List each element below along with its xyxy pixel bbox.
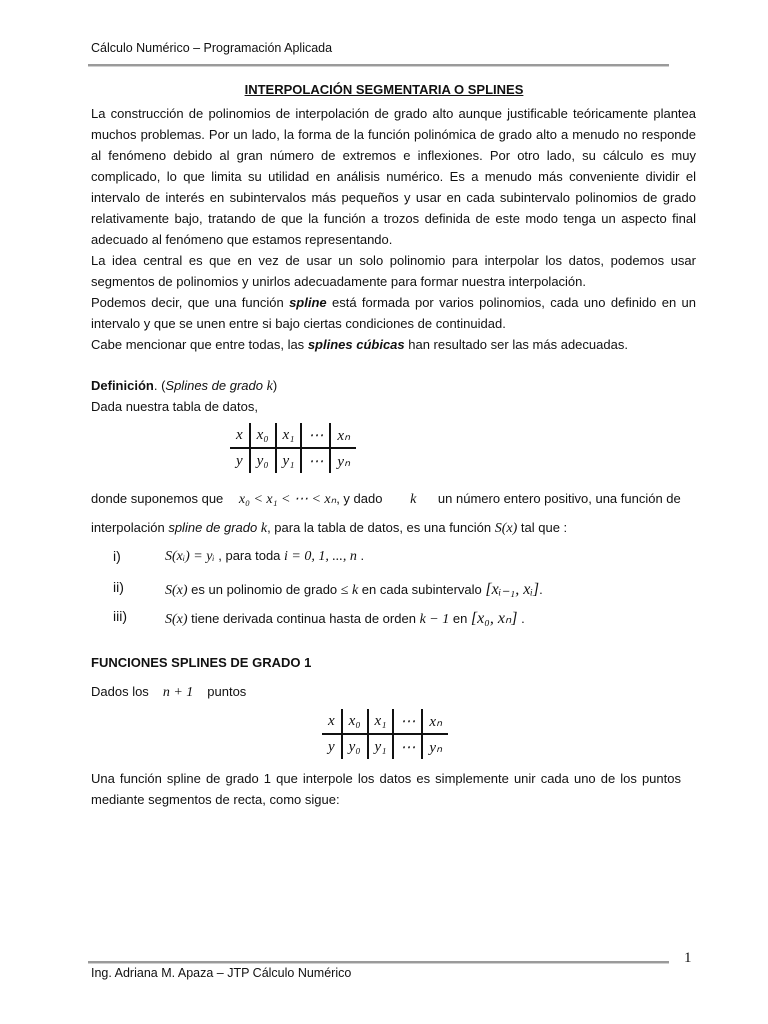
- math-s-of-x: S(x): [494, 521, 518, 536]
- text-segment: interpolación: [91, 520, 169, 535]
- math-expression: k − 1: [419, 612, 450, 627]
- text-segment: tiene derivada continua hasta de orden: [187, 611, 420, 626]
- table-cell: yₙ: [330, 448, 356, 473]
- table-cell: ⋯: [393, 734, 422, 759]
- text-segment: en cada subintervalo: [358, 582, 486, 597]
- table-cell: x: [230, 423, 250, 448]
- math-interval: [x₀, xₙ]: [470, 610, 518, 627]
- condition-3: [165, 608, 525, 628]
- table-cell: x₁: [368, 709, 394, 734]
- condition-label: ii): [113, 579, 124, 595]
- math-expression: S(xᵢ) = yᵢ: [165, 549, 215, 564]
- math-expression: i = 0, 1, ..., n: [284, 549, 357, 564]
- table-row-x: [322, 709, 448, 734]
- text-segment: . (: [153, 378, 166, 393]
- text-segment: ): [272, 378, 278, 393]
- table-cell: y₁: [368, 734, 394, 759]
- text-segment: es un polinomio de grado: [187, 582, 341, 597]
- definition-heading: [91, 378, 277, 395]
- math-k: k: [410, 492, 417, 507]
- text-segment: spline de grado: [168, 520, 261, 535]
- table-cell: ⋯: [301, 448, 330, 473]
- table-row-y: [322, 734, 448, 759]
- table-cell: x₁: [276, 423, 302, 448]
- definition-intro: Dada nuestra tabla de datos,: [91, 399, 258, 414]
- section-heading: FUNCIONES SPLINES DE GRADO 1: [91, 655, 312, 670]
- condition-label: i): [113, 548, 121, 564]
- table-cell: x₀: [342, 709, 368, 734]
- table-cell: xₙ: [422, 709, 448, 734]
- page-header: Cálculo Numérico – Programación Aplicada: [91, 41, 333, 55]
- text-segment: .: [539, 582, 543, 597]
- table-cell: y₁: [276, 448, 302, 473]
- definition-label: Definición: [91, 378, 154, 393]
- definition-line-2: [91, 520, 567, 537]
- data-table-2: [322, 709, 448, 759]
- condition-1: [165, 548, 364, 565]
- text-segment: un número entero positivo, una función de: [437, 491, 681, 506]
- math-expression: S(x): [165, 583, 188, 598]
- text-segment: .: [517, 611, 525, 626]
- paragraph-spline-def: [91, 292, 696, 334]
- paragraph-spline-grade-1: Una función spline de grado 1 que interpole los datos es simplemente unir cada uno de los puntos mediante segmentos de recta, como sigue:: [91, 771, 681, 807]
- math-inequality: x₀ < x₁ < ⋯ < xₙ: [238, 492, 337, 507]
- table-cell: yₙ: [422, 734, 448, 759]
- text-segment: puntos: [207, 684, 247, 699]
- text-segment: tal que :: [517, 520, 568, 535]
- condition-2: [165, 579, 543, 599]
- math-k: k: [260, 521, 268, 536]
- footer-rule: [88, 961, 669, 964]
- text-segment: Cabe mencionar que entre todas, las: [91, 337, 308, 352]
- table-cell: x: [322, 709, 342, 734]
- definition-line-1: [91, 491, 681, 508]
- text-segment: Dados los: [91, 684, 149, 699]
- table-cell: x₀: [250, 423, 276, 448]
- text-segment: , y dado: [336, 491, 383, 506]
- table-cell: y₀: [342, 734, 368, 759]
- table-cell: ⋯: [301, 423, 330, 448]
- text-segment: Podemos decir, que una función: [91, 295, 290, 310]
- table-cell: y: [236, 452, 243, 469]
- paragraph-central-idea: La idea central es que en vez de usar un solo polinomio para interpolar los datos, podemos usar segmentos de polinomios y unirlos adecuadamente para formar nuestra interpolación.: [91, 253, 696, 289]
- table-cell: y: [328, 738, 335, 755]
- condition-label: iii): [113, 608, 127, 624]
- paragraph-intro: La construcción de polinomios de interpolación de grado alto aunque justificable teóricamente plantea muchos problemas. Por un lado, la forma de la función polinómica de grado alto a menudo no responde al fenómeno debido al gran número de extremos e inflexiones. Por otro lado, su cálculo es muy complicado, lo que limita su utilidad en análisis numérico. Es a menudo más conveniente dividir el intervalo de interés en subintervalos más pequeños y usar en cada subintervalo polinomios de grado relativamente bajo, tratando de que la función a trozos definida de este modo tenga un aspecto final adecuado al fenómeno que estamos representando.: [91, 106, 696, 247]
- paragraph-cubic: [91, 334, 696, 355]
- table-cell: ⋯: [393, 709, 422, 734]
- text-segment: donde suponemos que: [91, 491, 227, 506]
- emphasis-spline: spline: [289, 295, 327, 310]
- table-cell: xₙ: [330, 423, 356, 448]
- page-number: 1: [684, 950, 692, 966]
- text-segment: está formada por varios polinomios, cada uno definido en un intervalo y que se unen entre si bajo ciertas condiciones de continuidad.: [91, 295, 696, 331]
- math-expression: ≤ k: [340, 583, 359, 598]
- emphasis-cubic: splines cúbicas: [307, 337, 405, 352]
- text-segment: , para toda: [214, 548, 285, 563]
- table-row-y: [230, 448, 356, 473]
- dados-line: [91, 684, 246, 701]
- math-interval: [xᵢ₋₁, xᵢ]: [485, 581, 540, 598]
- math-n-plus-1: n + 1: [162, 685, 194, 700]
- page-footer: Ing. Adriana M. Apaza – JTP Cálculo Numérico: [91, 966, 352, 980]
- header-rule: [88, 64, 669, 67]
- text-segment: en: [449, 611, 471, 626]
- document-title: INTERPOLACIÓN SEGMENTARIA O SPLINES: [244, 82, 524, 97]
- text-segment: Splines de grado: [165, 378, 267, 393]
- math-expression: S(x): [165, 612, 188, 627]
- text-segment: .: [356, 548, 365, 563]
- table-cell: y₀: [250, 448, 276, 473]
- text-segment: han resultado ser las más adecuadas.: [404, 337, 628, 352]
- table-row-x: [230, 423, 356, 448]
- text-segment: , para la tabla de datos, es una función: [267, 520, 495, 535]
- math-k: k: [266, 379, 273, 394]
- data-table-1: [230, 423, 356, 473]
